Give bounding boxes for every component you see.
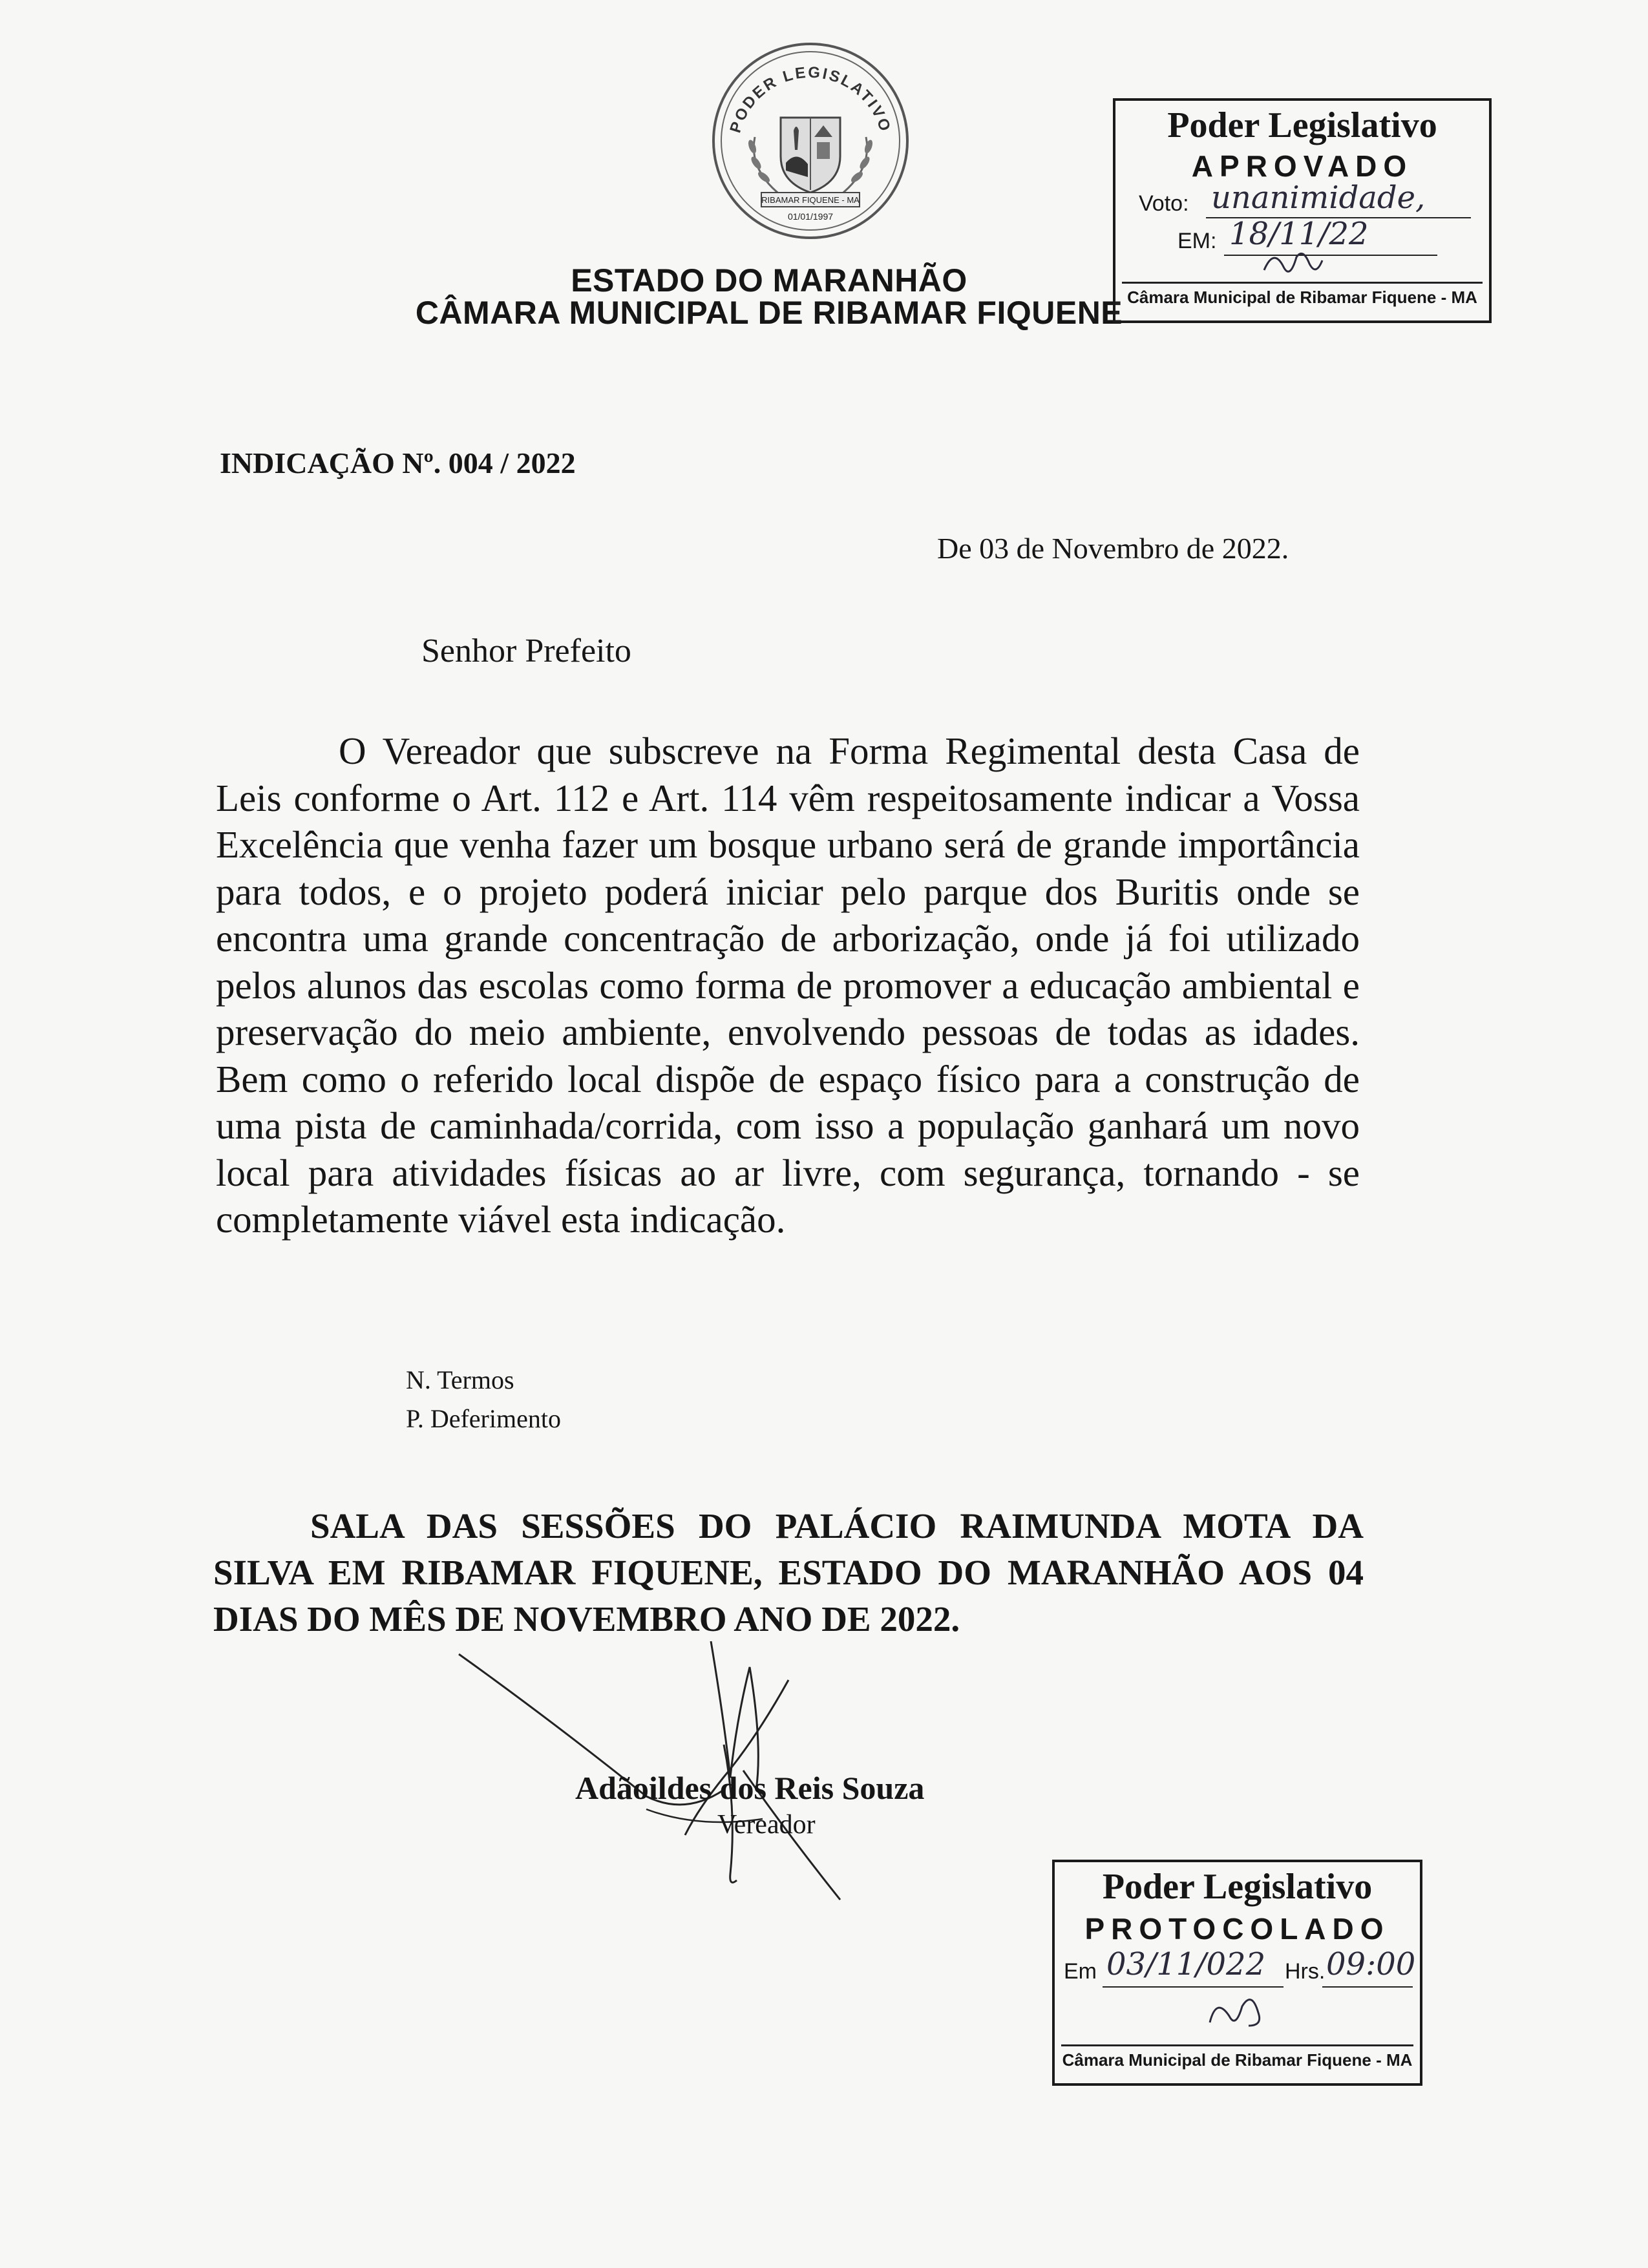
- stamp-footer: Câmara Municipal de Ribamar Fiquene - MA: [1122, 282, 1483, 308]
- body-paragraph: O Vereador que subscreve na Forma Regimental desta Casa de Leis conforme o Art. 112 e Art. 114 vêm respeitosamente indicar a Vossa Excelência que venha fazer um bosque urbano será de grande importância para todos, e o projeto poderá iniciar pelo parque dos Buritis onde se encontra uma grande concentração de arborização, onde já foi utilizado pelos alunos das escolas como forma de promover a educação ambiental e preservação do meio ambiente, envolvendo pessoas de todas as idades. Bem como o referido local dispõe de espaço físico para a construção de uma pista de caminhada/corrida, com isso a população ganhará um novo local para atividades físicas ao ar livre, com segurança, tornando - se completamente viável esta indicação.: [216, 730, 1360, 1241]
- protocol-stamp: [1052, 1860, 1422, 2086]
- header-chamber: CÂMARA MUNICIPAL DE RIBAMAR FIQUENE: [415, 295, 1123, 331]
- stamp-footer: Câmara Municipal de Ribamar Fiquene - MA: [1061, 2044, 1413, 2070]
- protocol-date: 03/11/022: [1106, 1946, 1266, 1982]
- indicacao-number: INDICAÇÃO Nº. 004 / 2022: [220, 446, 576, 479]
- protocol-hours: 09:00: [1326, 1946, 1416, 1982]
- initials-mark: [1203, 1990, 1268, 2035]
- stamp-status: PROTOCOLADO: [1084, 1912, 1390, 1946]
- chamber-seal: [710, 40, 911, 242]
- hours-label: Hrs.: [1285, 1959, 1326, 1984]
- signer-name: Adãoildes dos Reis Souza: [575, 1770, 925, 1806]
- document-date: De 03 de Novembro de 2022.: [937, 532, 1289, 565]
- vote-label: Voto:: [1139, 191, 1189, 216]
- seal-banner: RIBAMAR FIQUENE - MA: [761, 195, 860, 205]
- salutation: Senhor Prefeito: [421, 633, 631, 669]
- seal-date: 01/01/1997: [787, 211, 834, 222]
- date-label: EM:: [1178, 229, 1217, 253]
- header-state: ESTADO DO MARANHÃO: [571, 262, 967, 299]
- closing-termos: N. Termos: [406, 1365, 514, 1394]
- vote-value: unanimidade,: [1211, 180, 1426, 216]
- stamp-status: APROVADO: [1191, 149, 1413, 183]
- stamp-title: Poder Legislativo: [1102, 1867, 1373, 1907]
- seal-arc-text: PODER LEGISLATIVO: [726, 63, 894, 135]
- session-hall-statement: SALA DAS SESSÕES DO PALÁCIO RAIMUNDA MOTA DA SILVA EM RIBAMAR FIQUENE, ESTADO DO MARANHÃO AOS 04 DIAS DO MÊS DE NOVEMBRO ANO DE 2022.: [213, 1506, 1364, 1639]
- date-label: Em: [1064, 1959, 1097, 1984]
- approval-date: 18/11/22: [1229, 216, 1369, 252]
- approved-stamp: [1113, 98, 1492, 323]
- signer-role: Vereador: [717, 1810, 816, 1840]
- closing-deferimento: P. Deferimento: [406, 1404, 561, 1433]
- stamp-title: Poder Legislativo: [1167, 105, 1437, 145]
- initials-mark: [1258, 244, 1329, 283]
